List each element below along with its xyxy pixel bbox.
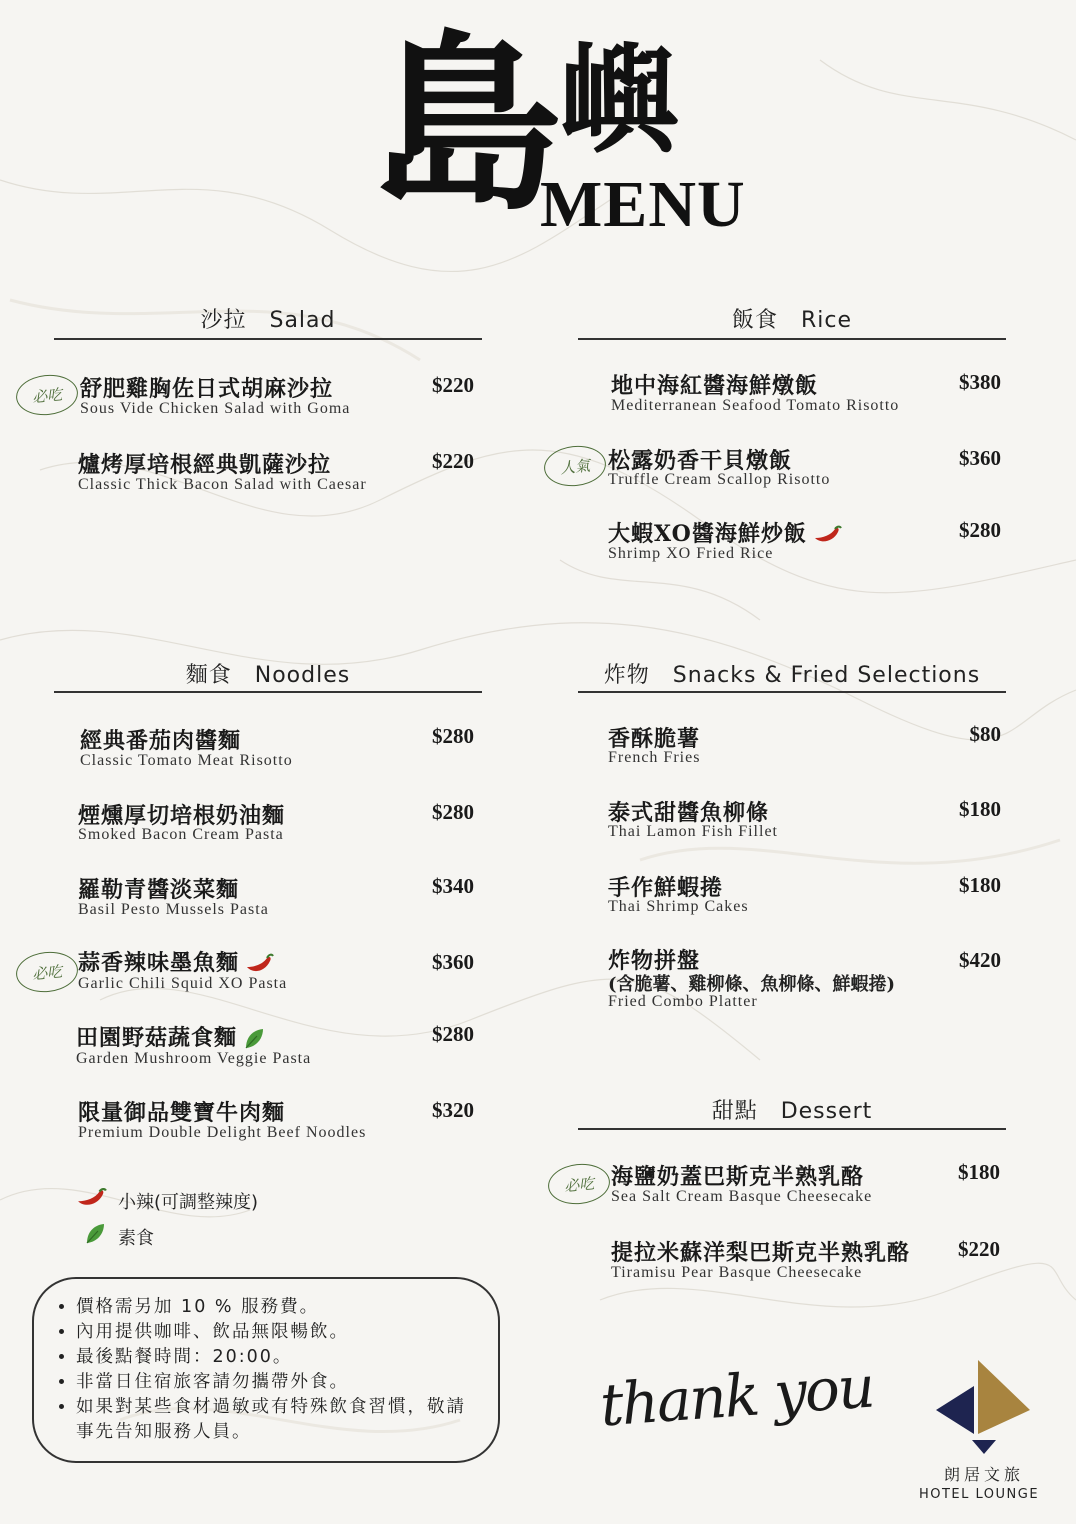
menu-item-price: $280 <box>432 1022 474 1046</box>
menu-item-name: 手作鮮蝦捲 <box>608 875 724 901</box>
section-divider <box>578 338 1006 340</box>
menu-item-price: $360 <box>959 446 1001 470</box>
menu-item-price: $280 <box>959 518 1001 542</box>
title-char-island: 島 <box>372 13 563 236</box>
menu-item-name: 限量御品雙寶牛肉麵 <box>78 1100 286 1126</box>
menu-item-english: Shrimp XO Fried Rice <box>608 545 774 562</box>
note-item: • 內用提供咖啡、飲品無限暢飲。 <box>76 1320 480 1345</box>
menu-item-price: $220 <box>958 1237 1000 1261</box>
menu-item-price: $180 <box>959 873 1001 897</box>
menu-item-name: 泰式甜醬魚柳條 <box>608 800 770 826</box>
menu-item-name-row <box>608 517 843 548</box>
menu-item-english: Garlic Chili Squid XO Pasta <box>78 975 288 992</box>
menu-item-price: $340 <box>432 874 474 898</box>
menu-item-name-row <box>78 946 275 977</box>
menu-item-name: 蒜香辣味墨魚麵 <box>78 950 240 976</box>
menu-item-price: $280 <box>432 724 474 748</box>
menu-item-english: Basil Pesto Mussels Pasta <box>78 901 269 918</box>
menu-item-name: 煙燻厚切培根奶油麵 <box>78 803 286 829</box>
menu-item-english: Sous Vide Chicken Salad with Goma <box>80 400 351 417</box>
menu-item-price: $280 <box>432 800 474 824</box>
menu-item-english: Classic Tomato Meat Risotto <box>80 752 293 769</box>
chili-icon <box>76 1186 108 1210</box>
menu-item-name: 經典番茄肉醬麵 <box>80 728 242 754</box>
menu-item-price: $420 <box>959 948 1001 972</box>
section-divider <box>54 691 482 693</box>
section-heading-dessert: 甜點 Dessert <box>711 1099 873 1124</box>
menu-item-english: French Fries <box>608 749 701 766</box>
must-eat-badge: 必吃 <box>14 372 80 418</box>
menu-item-name: 香酥脆薯 <box>608 726 701 752</box>
menu-item-english: Truffle Cream Scallop Risotto <box>608 471 831 488</box>
menu-item-name: 海鹽奶蓋巴斯克半熟乳酪 <box>611 1164 865 1190</box>
leaf-icon <box>243 1027 265 1051</box>
title-menu: MENU <box>540 168 746 241</box>
section-heading-salad: 沙拉 Salad <box>200 308 336 333</box>
menu-item-english: Thai Lamon Fish Fillet <box>608 823 778 840</box>
legend-vegetarian: 素食 <box>118 1228 154 1249</box>
menu-item-name: 大蝦XO醬海鮮炒飯 <box>608 521 807 547</box>
menu-item-price: $380 <box>959 370 1001 394</box>
section-divider <box>578 691 1006 693</box>
menu-item-english: Premium Double Delight Beef Noodles <box>78 1124 367 1141</box>
title-char-islet: 嶼 <box>560 29 680 170</box>
brand-name-zh: 朗居文旅 <box>943 1465 1024 1484</box>
menu-item-name: 地中海紅醬海鮮燉飯 <box>611 373 819 399</box>
note-item: • 非當日住宿旅客請勿攜帶外食。 <box>76 1370 480 1395</box>
section-heading-noodles: 麵食 Noodles <box>185 663 351 688</box>
menu-item-price: $180 <box>959 797 1001 821</box>
menu-item-english: Sea Salt Cream Basque Cheesecake <box>611 1188 873 1205</box>
menu-item-price: $180 <box>958 1160 1000 1184</box>
menu-item-english: Smoked Bacon Cream Pasta <box>78 826 284 843</box>
must-eat-badge: 必吃 <box>546 1161 612 1207</box>
menu-item-english: Tiramisu Pear Basque Cheesecake <box>611 1264 863 1281</box>
menu-item-english: Garden Mushroom Veggie Pasta <box>76 1050 312 1067</box>
note-item: • 最後點餐時間：20:00。 <box>76 1345 480 1370</box>
menu-item-name: 田園野菇蔬食麵 <box>76 1025 238 1051</box>
menu-item-english: Thai Shrimp Cakes <box>608 898 749 915</box>
menu-item-english: Classic Thick Bacon Salad with Caesar <box>78 476 367 493</box>
notes-box <box>32 1277 500 1463</box>
menu-item-name: 松露奶香干貝燉飯 <box>608 448 793 474</box>
menu-item-price: $320 <box>432 1098 474 1122</box>
hotel-logo-icon <box>934 1360 1030 1460</box>
menu-item-price: $360 <box>432 950 474 974</box>
thank-you-script: thank you <box>597 1352 876 1440</box>
menu-item-name: 提拉米蘇洋梨巴斯克半熟乳酪 <box>611 1240 911 1266</box>
legend-spicy: 小辣(可調整辣度) <box>118 1192 259 1213</box>
note-item: • 如果對某些食材過敏或有特殊飲食習慣，敬請事先告知服務人員。 <box>76 1395 480 1445</box>
menu-item-name-row <box>76 1021 265 1052</box>
menu-item-note: (含脆薯、雞柳條、魚柳條、鮮蝦捲) <box>608 974 896 995</box>
menu-item-price: $220 <box>432 449 474 473</box>
menu-item-name: 舒肥雞胸佐日式胡麻沙拉 <box>80 376 334 402</box>
brand-name-en: HOTEL LOUNGE <box>918 1487 1040 1502</box>
menu-item-english: Fried Combo Platter <box>608 993 758 1010</box>
leaf-icon <box>84 1222 106 1246</box>
section-divider <box>578 1128 1006 1130</box>
popular-badge: 人氣 <box>542 443 608 489</box>
section-divider <box>54 338 482 340</box>
note-item: • 價格需另加 10 % 服務費。 <box>76 1295 480 1320</box>
chili-icon <box>245 952 275 976</box>
section-heading-rice: 飯食 Rice <box>731 308 853 333</box>
menu-item-name: 炸物拼盤 <box>608 948 701 974</box>
menu-item-price: $220 <box>432 373 474 397</box>
chili-icon <box>813 524 843 546</box>
menu-item-price: $80 <box>969 722 1001 746</box>
section-heading-snacks: 炸物 Snacks & Fried Selections <box>603 663 981 688</box>
menu-item-name: 羅勒青醬淡菜麵 <box>78 877 240 903</box>
must-eat-badge: 必吃 <box>14 949 80 995</box>
notes-list <box>56 1295 480 1445</box>
menu-item-name: 爐烤厚培根經典凱薩沙拉 <box>78 452 332 478</box>
menu-item-english: Mediterranean Seafood Tomato Risotto <box>611 397 900 414</box>
